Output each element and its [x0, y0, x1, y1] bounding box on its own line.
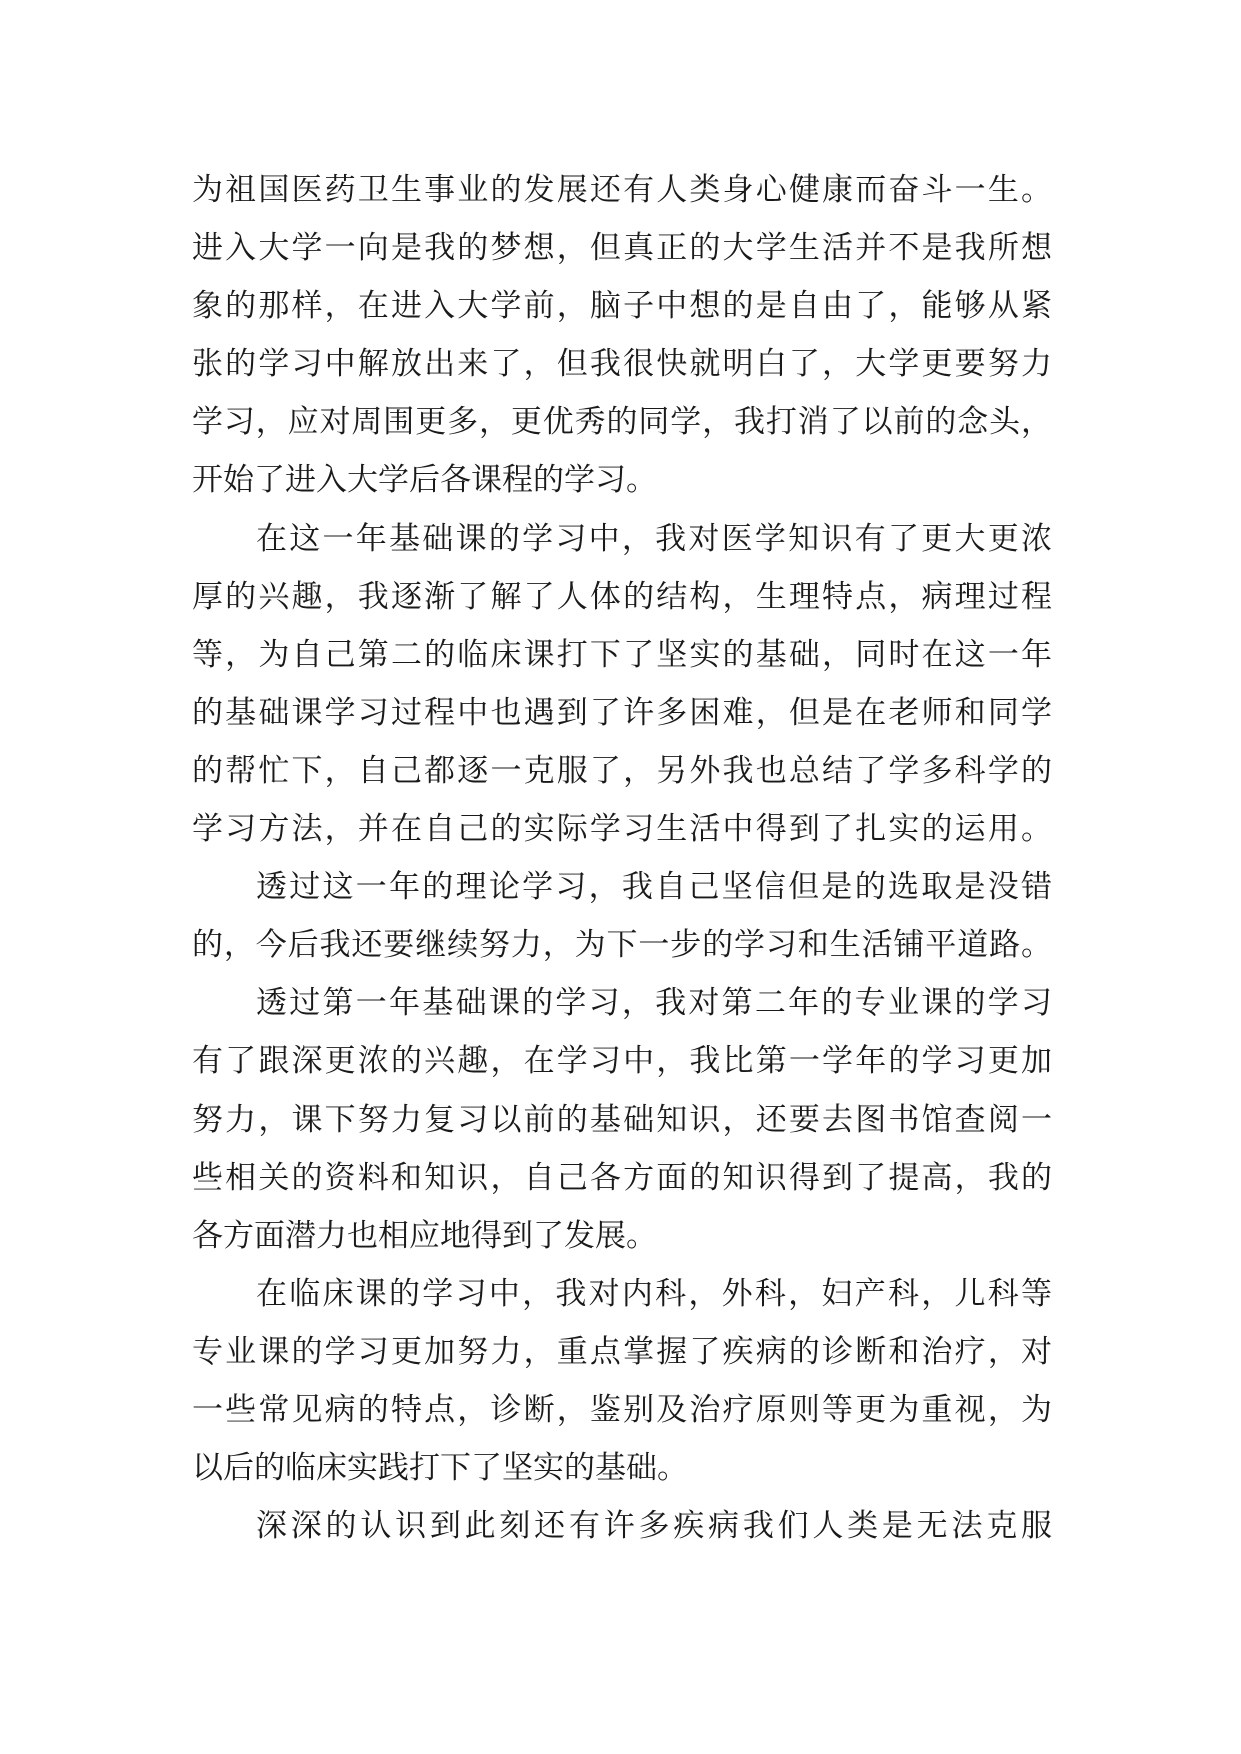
text-line: 的帮忙下，自己都逐一克服了，另外我也总结了学多科学的: [192, 752, 1052, 789]
paragraph-first-line: 深深的认识到此刻还有许多疾病我们人类是无法克服: [256, 1508, 1052, 1545]
text-line: 的，今后我还要继续努力，为下一步的学习和生活铺平道路。: [192, 927, 1052, 964]
text-line: 等，为自己第二的临床课打下了坚实的基础，同时在这一年: [192, 636, 1052, 673]
text-line: 的基础课学习过程中也遇到了许多困难，但是在老师和同学: [192, 694, 1052, 731]
text-line: 厚的兴趣，我逐渐了解了人体的结构，生理特点，病理过程: [192, 578, 1052, 615]
text-line: 学习，应对周围更多，更优秀的同学，我打消了以前的念头，: [192, 404, 1052, 441]
text-line: 有了跟深更浓的兴趣，在学习中，我比第一学年的学习更加: [192, 1043, 1052, 1080]
text-line: 些相关的资料和知识，自己各方面的知识得到了提高，我的: [192, 1159, 1052, 1196]
text-line: 张的学习中解放出来了，但我很快就明白了，大学更要努力: [192, 346, 1052, 383]
paragraph-first-line: 在这一年基础课的学习中，我对医学知识有了更大更浓: [256, 520, 1052, 557]
paragraph-first-line: 在临床课的学习中，我对内科，外科，妇产科，儿科等: [256, 1275, 1052, 1312]
paragraph-first-line: 透过这一年的理论学习，我自己坚信但是的选取是没错: [256, 869, 1052, 906]
text-line: 开始了进入大学后各课程的学习。: [192, 462, 657, 499]
paragraph-first-line: 透过第一年基础课的学习，我对第二年的专业课的学习: [256, 985, 1052, 1022]
text-line: 一些常见病的特点，诊断，鉴别及治疗原则等更为重视，为: [192, 1391, 1052, 1428]
text-line: 进入大学一向是我的梦想，但真正的大学生活并不是我所想: [192, 230, 1052, 267]
text-line: 各方面潜力也相应地得到了发展。: [192, 1217, 657, 1254]
text-line: 象的那样，在进入大学前，脑子中想的是自由了，能够从紧: [192, 288, 1052, 325]
text-line: 学习方法，并在自己的实际学习生活中得到了扎实的运用。: [192, 811, 1052, 848]
text-line: 努力，课下努力复习以前的基础知识，还要去图书馆查阅一: [192, 1101, 1052, 1138]
text-line: 专业课的学习更加努力，重点掌握了疾病的诊断和治疗，对: [192, 1333, 1052, 1370]
text-line: 以后的临床实践打下了坚实的基础。: [192, 1450, 688, 1487]
text-line: 为祖国医药卫生事业的发展还有人类身心健康而奋斗一生。: [192, 172, 1052, 208]
document-body: [192, 161, 1052, 1555]
